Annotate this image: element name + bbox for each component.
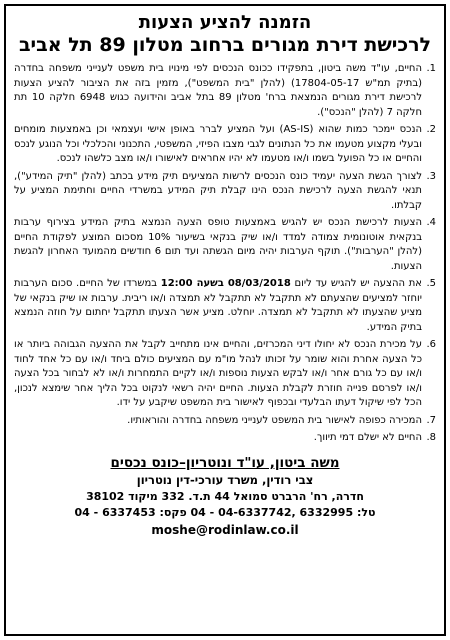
clause-text: על מכירת הנכס לא יחולו דיני המכרזים, והחיים אינו מתחייב לקבל את ההצעה הגבוהה ביותר או כל הצעה אחרת והוא שומר על זכותו לנהל מו"מ עם המציעים כולם ביחד ו/או עם כל אחד לחוד ו/או עם כל גורם אחר ו/או לבקש הצעות נוספות ו/או לקיים התמחרות ו/או לא לבחור בכל הצעה ו/או לפרסם פנייה חוזרת לקבלת הצעות. החיים יהיה רשאי לנקוט בכל הליך אחר שימצא לנכון, הכל לפי שיקול דעתו הבלעדי ובכפוף לאישור בית המשפט שיקבע על ידו.: [14, 339, 422, 409]
clause-1: [14, 62, 436, 120]
clause-2: [14, 123, 436, 167]
notice-frame: [4, 4, 446, 636]
contact-email[interactable]: moshe@rodinlaw.co.il: [151, 522, 299, 537]
signature-block: [14, 454, 436, 539]
signatory-name: משה ביטון, עו"ד ונוטריון–כונס נכסים: [110, 454, 340, 471]
clause-number: 8.: [426, 432, 436, 444]
clause-3: [14, 170, 436, 214]
clause-7: [14, 414, 436, 429]
clause-5: [14, 277, 436, 335]
clause-text: המכירה כפופה לאישור בית המשפט לענייני משפחה בחדרה והוראותיו.: [127, 414, 422, 426]
clause-number: 1.: [426, 63, 436, 75]
clause-text: החיים, עו"ד משה ביטון, בתפקידו ככונס הנכסים לפי מינויו בית משפט לענייני משפחה בחדרה (בתיק תמ"ש 17804-05-17) (להלן "בית המשפט"), מזמין בזה את הציבור להציע הצעות לרכישת דירת מגורים הנמצאת ברח' מטלון 89 בתל אביב והידועה כגוש 6948 חלקה 10 תת חלקה 7 (להלן "הנכס").: [14, 63, 423, 118]
notice-title: הזמנה להציע הצעות: [138, 12, 312, 33]
firm-address: חדרה, רח' הרברט סמואל 44 ת.ד. 332 מיקוד 38102: [86, 489, 364, 503]
clause-text: [14, 278, 422, 333]
clause-number: 4.: [426, 217, 436, 229]
clause-text-before: את ההצעה יש להגיש עד ליום: [290, 278, 422, 290]
contact-phones: טל: 6332995 ,04-6337742 - 04 פקס: 6337453 - 04: [74, 505, 376, 519]
clause-number: 3.: [426, 170, 436, 182]
clause-text: לצורך הגשת הצעה יעמיד כונס הנכסים לרשות המציעים תיק מידע בכתב (להלן "תיק המידע"), תנאי להגשת הצעה לרכישת הנכס הינו קבלת תיק המידע במשרדי החיים וחתימת המציע על קבלתו.: [14, 170, 422, 211]
deadline-date: 08/03/2018 בשעה 12:00: [160, 278, 291, 290]
clause-list: [14, 62, 436, 446]
clause-4: [14, 216, 436, 274]
firm-name: צבי רודין, משרד עורכי-דין נוטריון: [136, 472, 314, 487]
notice-subtitle: לרכישת דירת מגורים ברחוב מטלון 89 תל אביב: [18, 33, 432, 56]
clause-text: הצעות לרכישת הנכס יש להגיש באמצעות טופס הצעה הנמצא בתיק המידע בצירוף ערבות בנקאית אוטונומית צמודה למדד ו/או שיק בנקאי בשיעור 10% מסכום המוצע לפקודת החיים (להלן "הערבות"). תוקף הערבות יהיה מיום הגשתה ועד תום 6 חודשים מהמועד האחרון להגשת הצעות.: [14, 217, 422, 272]
clause-number: 6.: [426, 339, 436, 351]
clause-6: [14, 338, 436, 411]
clause-text: הנכס יימכר כמות שהוא (AS-IS) ועל המציע לברר באופן אישי ועצמאי וכן באמצעות מומחים ובעלי מקצוע מטעמו את כל הנתונים לגבי מצבו הפיזי, המשפטי, התכנוני והכלכלי וכל הנוגע לנכס והחיים או כל הפועל בשמו ו/או מטעמו לא יהיו אחראים לאישורו ו/או מצב כלשהו לנכס.: [14, 124, 422, 165]
clause-number: 2.: [426, 124, 436, 136]
clause-8: [14, 431, 436, 446]
clause-text-after: במשרדו של החיים. סכום הערבות יוחזר למציעים שהצעתם לא תתקבל לא תתקבל לא תמצדה ו/או ריבית. ערבות או שיק בנקאי של מציע שהצעתו לא תתקבל לא תמצדה. יוחלט. מציע אשר הצעתו תתקבל יחתום על חוזה הנמצא בתיק המידע.: [14, 278, 422, 333]
clause-text: החיים לא ישלם דמי תיווך.: [313, 432, 422, 444]
clause-number: 7.: [426, 414, 436, 426]
clause-number: 5.: [426, 278, 436, 290]
